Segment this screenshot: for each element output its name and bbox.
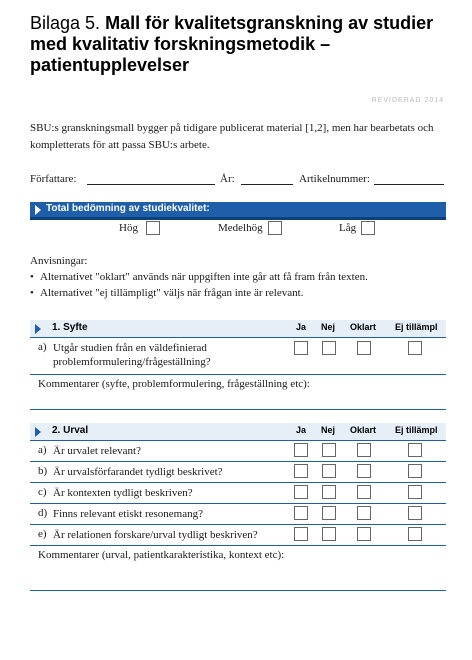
comment-label: Kommentarer (urval, patientkarakteristika, kontext etc):: [38, 549, 285, 561]
answer-no-checkbox[interactable]: [322, 443, 336, 457]
author-label: Författare:: [30, 173, 77, 185]
question-letter: b): [38, 465, 48, 477]
guidance: [30, 253, 450, 301]
arrow-icon: [35, 205, 41, 215]
answer-not-applicable-checkbox[interactable]: [408, 527, 422, 541]
answer-not-applicable-checkbox[interactable]: [408, 485, 422, 499]
column-not-applicable: Ej tillämpl: [395, 322, 438, 332]
answer-yes-checkbox[interactable]: [294, 464, 308, 478]
rating-low-checkbox[interactable]: [361, 221, 375, 235]
question-letter: a): [38, 341, 47, 353]
question-row: [30, 504, 446, 525]
guidance-item: • Alternativet "ej tillämpligt" väljs när frågan inte är relevant.: [30, 285, 450, 301]
rating-medium-label: Medelhög: [218, 222, 263, 234]
comment-label: Kommentarer (syfte, problemformulering, frågeställning etc):: [38, 378, 310, 390]
question-row: [30, 462, 446, 483]
question-text: Utgår studien från en väldefinierad problemformulering/frågeställning?: [53, 342, 211, 368]
answer-not-applicable-checkbox[interactable]: [408, 341, 422, 355]
column-yes: Ja: [296, 322, 307, 332]
answer-not-applicable-checkbox[interactable]: [408, 443, 422, 457]
question-row: [30, 483, 446, 504]
question-text: Finns relevant etiskt resonemang?: [53, 508, 203, 520]
intro-text: SBU:s granskningsmall bygger på tidigare publicerat material [1,2], men har bearbetats och kompletterats för att passa SBU:s arbete.: [30, 122, 434, 151]
answer-yes-checkbox[interactable]: [294, 506, 308, 520]
question-letter: a): [38, 444, 47, 456]
answer-not-applicable-checkbox[interactable]: [408, 464, 422, 478]
year-field[interactable]: [241, 184, 293, 185]
column-no: Nej: [321, 425, 336, 435]
answer-unclear-checkbox[interactable]: [357, 527, 371, 541]
answer-no-checkbox[interactable]: [322, 341, 336, 355]
answer-no-checkbox[interactable]: [322, 527, 336, 541]
question-row: [30, 525, 446, 546]
question-row: [30, 441, 446, 462]
column-no: Nej: [321, 322, 336, 332]
section-header-syfte: [30, 320, 446, 338]
question-letter: c): [38, 486, 47, 498]
arrow-icon: [35, 324, 41, 334]
answer-unclear-checkbox[interactable]: [357, 341, 371, 355]
revision-note: REVIDERAD 2014: [371, 97, 444, 104]
article-number-label: Artikelnummer:: [299, 173, 370, 185]
section-title: 1. Syfte: [52, 322, 88, 333]
question-letter: e): [38, 528, 47, 540]
year-label: År:: [220, 173, 235, 185]
answer-unclear-checkbox[interactable]: [357, 506, 371, 520]
answer-no-checkbox[interactable]: [322, 506, 336, 520]
column-unclear: Oklart: [350, 425, 377, 435]
rating-low-label: Låg: [339, 222, 357, 234]
answer-yes-checkbox[interactable]: [294, 443, 308, 457]
answer-not-applicable-checkbox[interactable]: [408, 506, 422, 520]
overall-quality-bar: [30, 202, 446, 220]
question-text: Är kontexten tydligt beskriven?: [53, 487, 193, 499]
section-header-urval: [30, 423, 446, 441]
document-title: [30, 13, 460, 76]
comment-line[interactable]: [30, 409, 446, 410]
column-unclear: Oklart: [350, 322, 377, 332]
answer-yes-checkbox[interactable]: [294, 527, 308, 541]
question-letter: d): [38, 507, 48, 519]
answer-yes-checkbox[interactable]: [294, 341, 308, 355]
question-text: Är urvalet relevant?: [53, 445, 141, 457]
question-row: [30, 338, 446, 375]
question-text: Är relationen forskare/urval tydligt beskriven?: [53, 529, 258, 541]
arrow-icon: [35, 427, 41, 437]
answer-yes-checkbox[interactable]: [294, 485, 308, 499]
comment-line[interactable]: [30, 590, 446, 591]
overall-quality-label: Total bedömning av studiekvalitet:: [46, 203, 210, 214]
answer-unclear-checkbox[interactable]: [357, 443, 371, 457]
guidance-item: • Alternativet "oklart" används när uppgiften inte går att få fram från texten.: [30, 269, 450, 285]
guidance-heading: Anvisningar:: [30, 255, 88, 267]
column-yes: Ja: [296, 425, 307, 435]
answer-no-checkbox[interactable]: [322, 485, 336, 499]
section-title: 2. Urval: [52, 425, 89, 436]
guidance-list: [30, 269, 450, 301]
column-not-applicable: Ej tillämpl: [395, 425, 438, 435]
rating-high-checkbox[interactable]: [146, 221, 160, 235]
question-text: Är urvalsförfarandet tydligt beskrivet?: [53, 466, 223, 478]
title-main: Mall för kvalitetsgranskning av studier med kvalitativ forskningsmetodik – patientupplevelser: [30, 13, 434, 75]
article-number-field[interactable]: [374, 184, 444, 185]
answer-unclear-checkbox[interactable]: [357, 464, 371, 478]
rating-medium-checkbox[interactable]: [268, 221, 282, 235]
title-prefix: Bilaga 5.: [30, 13, 101, 33]
rating-high-label: Hög: [119, 222, 138, 234]
author-field[interactable]: [87, 184, 215, 185]
answer-no-checkbox[interactable]: [322, 464, 336, 478]
answer-unclear-checkbox[interactable]: [357, 485, 371, 499]
